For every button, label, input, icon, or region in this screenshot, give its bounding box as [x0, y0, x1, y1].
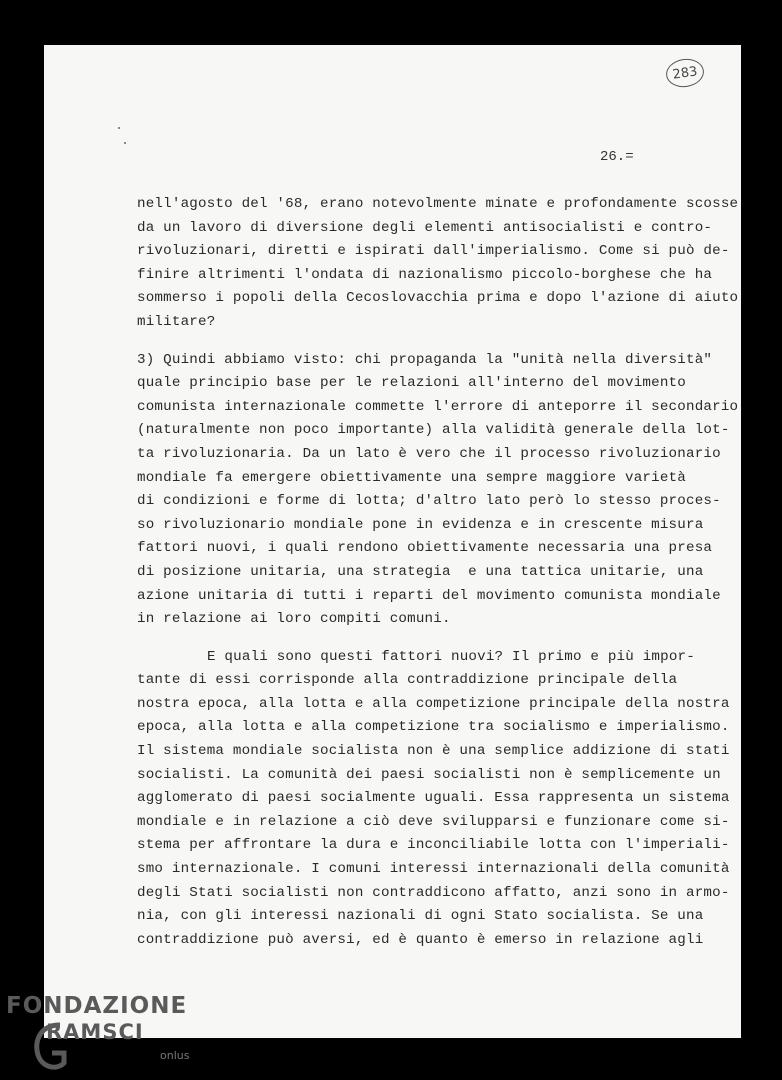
text-line: sommerso i popoli della Cecoslovacchia prima e dopo l'azione di aiuto [137, 290, 739, 307]
text-line: epoca, alla lotta e alla competizione tra socialismo e imperialismo. [137, 719, 730, 736]
text-line: di posizione unitaria, una strategia e una tattica unitarie, una [137, 563, 704, 580]
text-line: so rivoluzionario mondiale pone in evidenza e in crescente misura [137, 516, 704, 533]
text-line: agglomerato di paesi socialmente uguali. Essa rappresenta un sistema [137, 790, 730, 807]
text-line: socialisti. La comunità dei paesi socialisti non è semplicemente un [137, 766, 721, 783]
folio-number: 283 [671, 63, 699, 83]
text-line: stema per affrontare la dura e inconciliabile lotta con l'imperiali- [137, 837, 730, 854]
text-line: rivoluzionari, diretti e ispirati dall'imperialismo. Come si può de- [137, 243, 730, 260]
text-line: contraddizione può aversi, ed è quanto è emerso in relazione agli [137, 931, 704, 948]
text-line: mondiale e in relazione a ciò deve svilupparsi e funzionare come si- [137, 813, 730, 830]
body-text [137, 193, 739, 952]
paper-speck [118, 127, 120, 129]
text-line: Il sistema mondiale socialista non è una semplice addizione di stati [137, 743, 730, 760]
text-line: 3) Quindi abbiamo visto: chi propaganda la "unità nella diversità" [137, 351, 713, 368]
document-page [44, 45, 741, 1038]
page-number: 26.= [600, 149, 634, 165]
text-line: finire altrimenti l'ondata di nazionalismo piccolo-borghese che ha [137, 266, 713, 283]
paper-speck [124, 142, 126, 144]
text-line: nia, con gli interessi nazionali di ogni Stato socialista. Se una [137, 908, 704, 925]
text-line: comunista internazionale commette l'errore di anteporre il secondario [137, 398, 739, 415]
text-line: da un lavoro di diversione degli elementi antisocialisti e contro- [137, 219, 713, 236]
text-line: smo internazionale. I comuni interessi internazionali della comunità [137, 861, 730, 878]
folio-stamp [664, 56, 706, 89]
paragraph-1 [137, 193, 739, 335]
fondazione-gramsci-logo [6, 993, 206, 1073]
paragraph-3 [137, 646, 730, 953]
text-line: quale principio base per le relazioni all'interno del movimento [137, 375, 686, 392]
text-line: nostra epoca, alla lotta e alla competizione principale della nostra [137, 695, 730, 712]
text-line: (naturalmente non poco importante) alla validità generale della lot- [137, 422, 730, 439]
text-line: degli Stati socialisti non contraddicono affatto, anzi sono in armo- [137, 884, 730, 901]
text-line: azione unitaria di tutti i reparti del movimento comunista mondiale [137, 587, 721, 604]
text-line: fattori nuovi, i quali rendono obiettivamente necessaria una presa [137, 540, 713, 557]
text-line: ta rivoluzionaria. Da un lato è vero che il processo rivoluzionario [137, 445, 721, 462]
logo-line-2: RAMSCI [46, 1020, 144, 1044]
text-line: mondiale fa emergere obiettivamente una sempre maggiore varietà [137, 469, 686, 486]
text-line: militare? [137, 313, 216, 330]
text-line: nell'agosto del '68, erano notevolmente minate e profondamente scosse [137, 196, 739, 212]
text-line: E quali sono questi fattori nuovi? Il primo e più impor- [207, 648, 695, 665]
logo-line-1: FONDAZIONE [6, 993, 188, 1019]
text-line: in relazione ai loro compiti comuni. [137, 611, 451, 628]
logo-line-3: onlus [160, 1049, 190, 1062]
text-line: di condizioni e forme di lotta; d'altro lato però lo stesso proces- [137, 493, 721, 510]
paragraph-2 [137, 349, 739, 632]
text-line: tante di essi corrisponde alla contraddizione principale della [137, 672, 678, 689]
